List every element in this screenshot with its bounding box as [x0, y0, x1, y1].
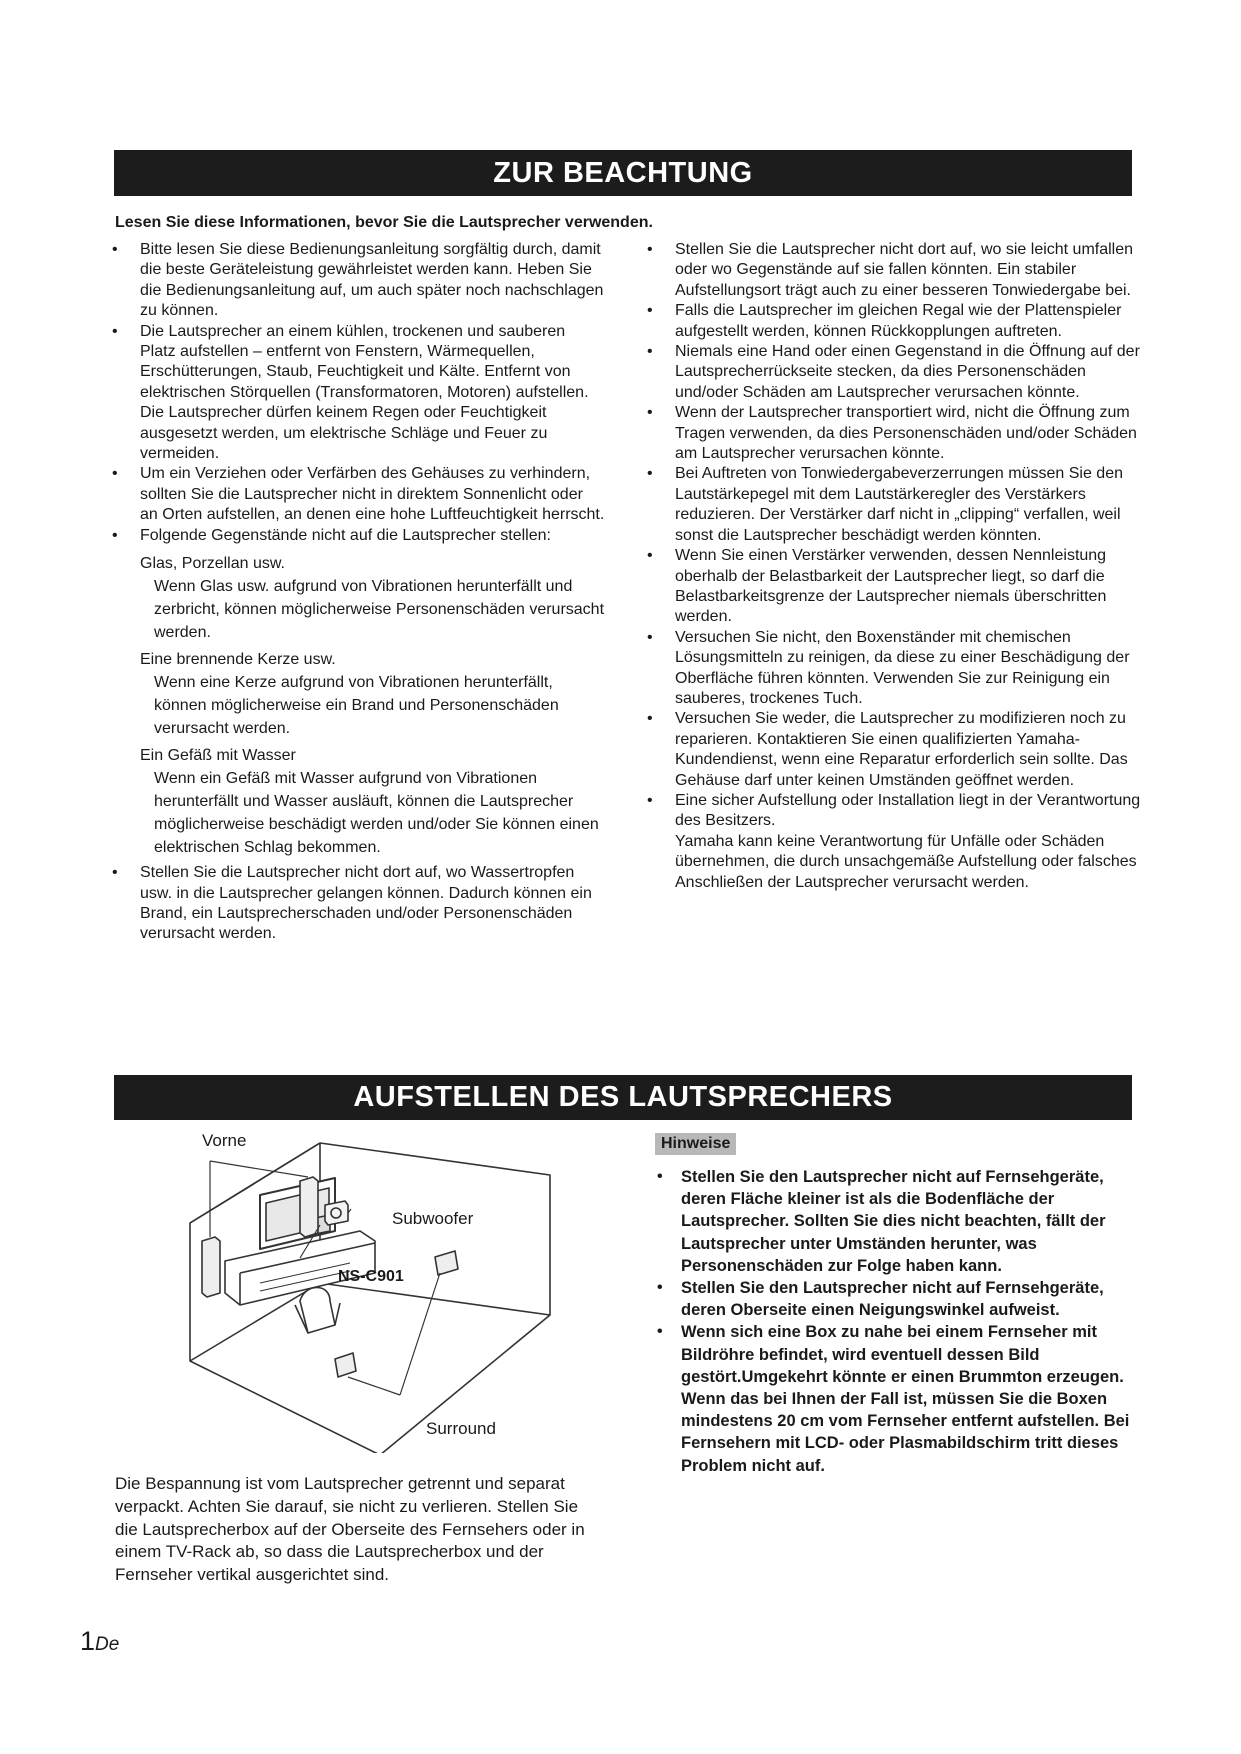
placement-figure — [170, 1133, 610, 1453]
placement-paragraph: Die Bespannung ist vom Lautsprecher getrennt und separat verpackt. Achten Sie darauf, sie nicht zu verlieren. Stellen Sie die Lautsprecherbox auf der Oberseite des Fernsehers oder in einem TV-Rack ab, so dass die Lautsprecherbox und der Fernseher vertikal ausgerichtet sind. — [115, 1474, 585, 1585]
notes-heading: Hinweise — [655, 1133, 736, 1155]
list-item: • Wenn der Lautsprecher transportiert wird, nicht die Öffnung zum Tragen verwenden, da dies Personenschäden und/oder Schäden am Lautsprecher verursachen könnte. — [645, 403, 1145, 464]
list-item: • Um ein Verziehen oder Verfärben des Gehäuses zu verhindern, sollten Sie die Lautsprecher nicht in direktem Sonnenlicht oder an Orten aufstellen, an denen eine hohe Luftfeuchtigkeit herrscht. — [110, 464, 605, 525]
section-title-placement: AUFSTELLEN DES LAUTSPRECHERS — [114, 1075, 1132, 1120]
front-speaker-left-shape — [202, 1237, 220, 1297]
objects-list — [110, 552, 605, 859]
front-speaker-right-shape — [300, 1177, 318, 1237]
list-item: • Stellen Sie die Lautsprecher nicht dort auf, wo sie leicht umfallen oder wo Gegenstände auf sie fallen könnten. Ein stabiler Aufstellungsort trägt auch zu einer besseren Tonwiedergabe bei. — [645, 240, 1145, 301]
list-item: • Stellen Sie den Lautsprecher nicht auf Fernsehgeräte, deren Oberseite einen Neigungswinkel aufweist. — [655, 1277, 1135, 1321]
list-item: • Stellen Sie den Lautsprecher nicht auf Fernsehgeräte, deren Fläche kleiner ist als die Bodenfläche der Lautsprecher. Sollten Sie dies nicht beachten, fällt der Lautsprecher unter Umständen herunter, was Personenschäden zur Folge haben kann. — [655, 1166, 1135, 1277]
label-model: NS-C901 — [338, 1268, 404, 1285]
caution-column-left — [110, 240, 605, 945]
subwoofer-shape — [325, 1201, 348, 1225]
list-item: • Wenn sich eine Box zu nahe bei einem Fernseher mit Bildröhre befindet, wird eventuell dessen Bild gestört.Umgekehrt könnte er einen Brummton erzeugen. Wenn das bei Ihnen der Fall ist, müssen Sie die Boxen mindestens 20 cm vom Fernseher entfernt aufstellen. Bei Fernsehern mit LCD- oder Plasmabildschirm tritt dieses Problem nicht auf. — [655, 1321, 1135, 1476]
list-item: • Die Lautsprecher an einem kühlen, trockenen und sauberen Platz aufstellen – entfernt von Fenstern, Wärmequellen, Erschütterungen, Staub, Feuchtigkeit und Kälte. Entfernt von elektrischen Störquellen (Transformatoren, Motoren) aufstellen. Die Lautsprecher dürfen keinem Regen oder Feuchtigkeit ausgesetzt werden, um elektrische Schläge und Feuer zu vermeiden. — [110, 322, 605, 465]
caution-intro: Lesen Sie diese Informationen, bevor Sie die Lautsprecher verwenden. — [115, 214, 653, 231]
label-subwoofer: Subwoofer — [392, 1209, 474, 1228]
notes-list — [655, 1166, 1135, 1477]
surround-speaker-rear-shape — [335, 1353, 356, 1377]
list-item: • Versuchen Sie nicht, den Boxenständer mit chemischen Lösungsmitteln zu reinigen, da diese zu einer Beschädigung der Oberfläche führen könnten. Verwenden Sie zur Reinigung ein sauberes, trockenes Tuch. — [645, 628, 1145, 710]
surround-callout-lines — [348, 1273, 440, 1395]
list-item: • Versuchen Sie weder, die Lautsprecher zu modifizieren noch zu reparieren. Kontaktieren Sie einen qualifizierten Yamaha-Kundendienst, wenn eine Reparatur erforderlich sein sollte. Das Gehäuse darf unter keinen Umständen geöffnet werden. — [645, 709, 1145, 791]
caution-column-right — [645, 240, 1145, 893]
object-item-candle: Eine brennende Kerze usw. Wenn eine Kerze aufgrund von Vibrationen herunterfällt, können möglicherweise ein Brand und Personenschäden verursacht werden. — [140, 651, 559, 738]
list-item: • Eine sicher Aufstellung oder Installation liegt in der Verantwortung des Besitzers. Yamaha kann keine Verantwortung für Unfälle oder Schäden übernehmen, die durch unsachgemäße Aufstellung oder falsches Anschließen der Lautsprecher verursacht werden. — [645, 791, 1145, 893]
object-item-glass: Glas, Porzellan usw. Wenn Glas usw. aufgrund von Vibrationen herunterfällt und zerbricht, können möglicherweise Personenschäden verursacht werden. — [140, 555, 605, 642]
list-item: • Bei Auftreten von Tonwiedergabeverzerrungen müssen Sie den Lautstärkepegel mit dem Lautstärkeregler des Verstärkers reduzieren. Der Verstärker darf nicht in „clipping“ verfallen, weil sonst die Lautsprecher beschädigt werden könnten. — [645, 464, 1145, 546]
list-item: • Bitte lesen Sie diese Bedienungsanleitung sorgfältig durch, damit die beste Geräteleistung gewährleistet werden kann. Heben Sie die Bedienungsanleitung auf, um auch später noch nachschlagen zu können. — [110, 240, 605, 322]
surround-speaker-right-shape — [435, 1251, 458, 1275]
room-illustration — [170, 1133, 610, 1453]
object-item-water: Ein Gefäß mit Wasser Wenn ein Gefäß mit Wasser aufgrund von Vibrationen herunterfällt und Wasser ausläuft, können die Lautsprecher möglicherweise beschädigt werden und/oder Sie können einen elektrischen Schlag bekommen. — [140, 747, 599, 857]
list-item: • Folgende Gegenstände nicht auf die Lautsprecher stellen: — [110, 526, 605, 546]
list-item: • Falls die Lautsprecher im gleichen Regal wie der Plattenspieler aufgestellt werden, können Rückkopplungen auftreten. — [645, 301, 1145, 342]
label-front: Vorne — [202, 1131, 247, 1150]
page-number: 1De — [80, 1626, 120, 1656]
section-title-caution: ZUR BEACHTUNG — [114, 150, 1132, 196]
language-code: De — [95, 1634, 120, 1655]
list-item: • Niemals eine Hand oder einen Gegenstand in die Öffnung auf der Lautsprecherrückseite stecken, da dies Personenschäden und/oder Schäden am Lautsprecher verursachen könnte. — [645, 342, 1145, 403]
list-item: • Wenn Sie einen Verstärker verwenden, dessen Nennleistung oberhalb der Belastbarkeit der Lautsprecher liegt, so darf die Belastbarkeitsgrenze der Lautsprecher niemals überschritten werden. — [645, 546, 1145, 628]
label-surround: Surround — [426, 1419, 496, 1438]
list-item: • Stellen Sie die Lautsprecher nicht dort auf, wo Wassertropfen usw. in die Lautsprecher gelangen können. Dadurch können ein Brand, ein Lautsprecherschaden und/oder Personenschäden verursacht werden. — [110, 863, 605, 945]
